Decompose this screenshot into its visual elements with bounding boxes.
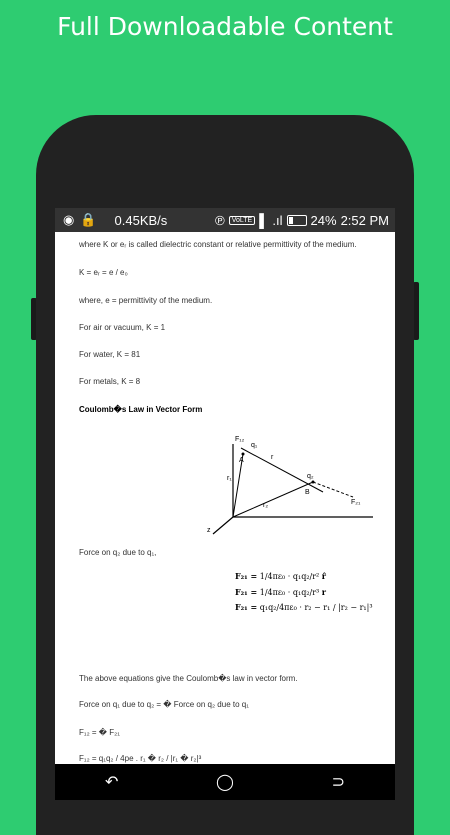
label-z: z bbox=[207, 527, 211, 534]
label-a: A bbox=[239, 457, 244, 464]
equation-3: F₂₁ = q₁q₂/4πε₀ · r₂ − r₁ / |r₂ − r₁|³ bbox=[235, 602, 373, 613]
equation-block bbox=[235, 572, 373, 613]
label-f21: F₂₁ bbox=[351, 499, 361, 506]
headline: Full Downloadable Content bbox=[57, 12, 393, 41]
equation-vec: r bbox=[321, 586, 327, 597]
status-bar bbox=[55, 208, 395, 232]
android-navbar bbox=[55, 764, 395, 800]
text-line: K = eᵣ = e / e₀ bbox=[79, 268, 128, 277]
equation-lhs: F₂₁ = bbox=[235, 586, 258, 597]
equation-frac: r₂ − r₁ / |r₂ − r₁|³ bbox=[304, 603, 373, 613]
section-heading: Coulomb�s Law in Vector Form bbox=[79, 405, 203, 414]
vector-r2 bbox=[233, 482, 313, 517]
equation-coef: q₁q₂/4πε₀ bbox=[259, 603, 297, 613]
axis-line bbox=[213, 517, 233, 534]
text-line: where K or eᵣ is called dielectric constant or relative permittivity of the medium. bbox=[79, 240, 357, 249]
recents-icon[interactable]: ⊃ bbox=[331, 774, 346, 791]
volte-badge: VoLTE bbox=[229, 216, 256, 225]
equation-1: F₂₁ = 1/4πε₀ · q₁q₂/r² r̂ bbox=[235, 571, 327, 581]
text-line: Force on q₂ due to q₁, bbox=[79, 548, 157, 557]
lock-icon: 🔒 bbox=[80, 212, 97, 227]
network-speed: 0.45KB/s bbox=[114, 212, 168, 228]
text-line: For air or vacuum, K = 1 bbox=[79, 323, 166, 332]
equation-lhs: F₂₁ = bbox=[235, 571, 258, 581]
equation-lhs: F₂₁ = bbox=[235, 602, 258, 613]
equation-2: F₂₁ = 1/4πε₀ · q₁q₂/r³ r bbox=[235, 586, 327, 597]
label-b: B bbox=[305, 489, 310, 496]
text-line: For water, K = 81 bbox=[79, 350, 141, 359]
equation-vec: r̂ bbox=[321, 571, 327, 581]
target-icon: ◉ bbox=[63, 212, 75, 227]
battery-percent: 24% bbox=[310, 212, 337, 228]
phone-screen bbox=[55, 208, 395, 800]
hotspot-icon: ℗ bbox=[215, 212, 225, 228]
label-q2: q₂ bbox=[307, 473, 314, 480]
text-line: F₁₂ = � F₂₁ bbox=[79, 728, 120, 737]
coulomb-vector-diagram bbox=[203, 432, 373, 542]
text-line: For metals, K = 8 bbox=[79, 377, 141, 386]
equation-frac: q₁q₂/r² bbox=[292, 572, 320, 581]
battery-fill bbox=[289, 217, 293, 224]
home-icon[interactable]: ◯ bbox=[216, 774, 234, 791]
label-q1: q₁ bbox=[251, 442, 258, 449]
signal-bars-icon: .ıl bbox=[272, 212, 283, 228]
text-line: The above equations give the Coulomb�s law in vector form. bbox=[79, 674, 298, 683]
clock: 2:52 PM bbox=[340, 212, 389, 228]
equation-coef: 1/4πε₀ bbox=[259, 572, 286, 581]
label-r: r bbox=[271, 454, 274, 461]
signal-icon: ▌ bbox=[259, 212, 269, 228]
back-icon[interactable]: ↶ bbox=[104, 774, 119, 791]
equation-frac: q₁q₂/r³ bbox=[292, 587, 320, 597]
text-line: where, e = permittivity of the medium. bbox=[79, 296, 213, 305]
vector-r bbox=[241, 448, 323, 492]
charge-q1 bbox=[242, 453, 245, 456]
label-r2: r₂ bbox=[263, 502, 269, 509]
charge-q2 bbox=[312, 481, 315, 484]
battery-icon bbox=[287, 215, 307, 226]
label-r1: r₁ bbox=[227, 475, 232, 482]
equation-coef: 1/4πε₀ bbox=[259, 587, 286, 597]
label-f12: F₁₂ bbox=[235, 436, 245, 443]
text-line: Force on q₁ due to q₂ = � Force on q₂ due to q₁ bbox=[79, 700, 249, 709]
text-line: F₁₂ = q₁q₂ / 4pe . r₁ � r₂ / |r₁ � r₂|³ bbox=[79, 754, 202, 763]
article-content[interactable] bbox=[55, 232, 395, 764]
